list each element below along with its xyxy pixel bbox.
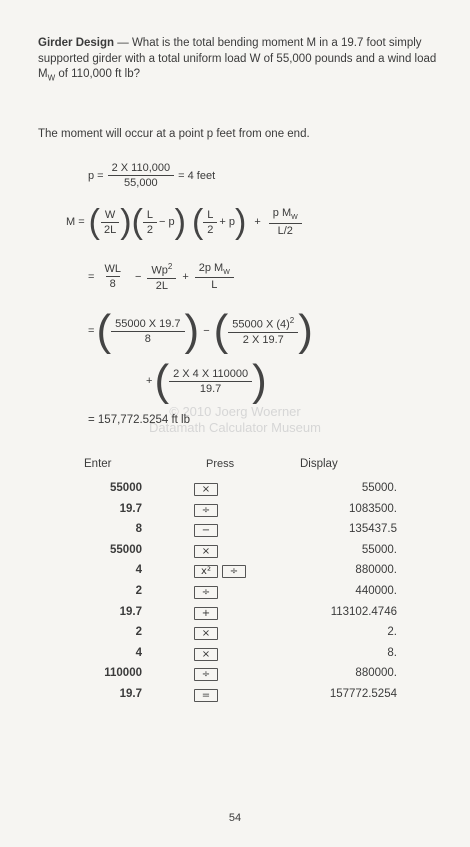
display-value: 8. bbox=[387, 647, 397, 659]
enter-value: 4 bbox=[135, 647, 142, 659]
calculator-key: x² bbox=[194, 565, 218, 578]
p-result: = 4 feet bbox=[178, 169, 216, 182]
key-sequence bbox=[194, 483, 264, 496]
enter-value: 2 bbox=[135, 626, 142, 638]
wp2-over-2l: $\frac{Wp^2}{2L}$ bbox=[147, 262, 176, 292]
w-over-2l: $\frac{W}{2L}$ bbox=[100, 209, 120, 236]
wl-over-8: $\frac{WL}{8}$ bbox=[104, 263, 121, 291]
2pmw-over-l: $\frac{2p M_W}{L}$ bbox=[195, 262, 234, 291]
display-value: 440000. bbox=[355, 585, 397, 597]
calculator-key: × bbox=[194, 483, 218, 496]
key-sequence bbox=[194, 545, 264, 558]
key-sequence bbox=[194, 668, 264, 681]
calculator-key: − bbox=[194, 524, 218, 537]
wind-subscript: W bbox=[47, 73, 56, 83]
display-value: 157772.5254 bbox=[329, 688, 397, 700]
key-sequence bbox=[194, 565, 264, 578]
calculator-key: × bbox=[194, 648, 218, 661]
enter-value: 110000 bbox=[104, 667, 142, 679]
enter-value: 19.7 bbox=[119, 688, 142, 700]
l-over-2-b: $\frac{L}{2}$ bbox=[203, 209, 217, 236]
display-value: 880000. bbox=[355, 667, 397, 679]
enter-value: 4 bbox=[135, 564, 142, 576]
watermark: © 2010 Joerg Woerner Datamath Calculator Museum bbox=[149, 404, 321, 435]
problem-text: — What is the total bending moment M in a 19.7 foot simply supported girder with a total uniform load W of 55,000 pounds and a wind load M bbox=[38, 37, 437, 80]
term2: $\frac{55000 X (4)^2}{2 X 19.7}$ bbox=[228, 316, 298, 346]
term1: $\frac{55000 X 19.7}{8}$ bbox=[111, 318, 184, 345]
display-value: 55000. bbox=[361, 544, 397, 556]
calculator-key: ÷ bbox=[194, 504, 218, 517]
term3: $\frac{2 X 4 X 110000}{19.7}$ bbox=[169, 368, 252, 395]
problem-statement bbox=[38, 36, 448, 86]
numeric-equation: = ( $\frac{55000 X 19.7}{8}$ ) − ( $\frac{55000 X (4)^2}{2 X 19.7}$ ) bbox=[88, 306, 313, 355]
p-denominator: 55,000 bbox=[124, 177, 158, 189]
l-over-2-a: $\frac{L}{2}$ bbox=[143, 209, 157, 236]
display-value: 2. bbox=[387, 626, 397, 638]
moment-sentence: The moment will occur at a point p feet from one end. bbox=[38, 128, 310, 140]
p-fraction bbox=[108, 162, 175, 189]
header-enter: Enter bbox=[84, 458, 112, 470]
enter-value: 19.7 bbox=[119, 503, 142, 515]
numeric-equation-cont: + ( $\frac{2 X 4 X 110000}{19.7}$ ) bbox=[146, 356, 267, 405]
header-display: Display bbox=[300, 458, 338, 470]
pmw-over-l2: $\frac{p M_W}{L/2}$ bbox=[269, 207, 302, 236]
calculator-key: ÷ bbox=[194, 668, 218, 681]
display-value: 55000. bbox=[361, 482, 397, 494]
header-press: Press bbox=[206, 458, 235, 470]
display-value: 1083500. bbox=[349, 503, 397, 515]
problem-text-end: of 110,000 ft lb? bbox=[55, 68, 140, 80]
key-sequence bbox=[194, 586, 264, 599]
display-value: 113102.4746 bbox=[330, 606, 397, 618]
page-number: 54 bbox=[228, 812, 242, 824]
m-label: M = bbox=[66, 216, 85, 228]
calculator-key: + bbox=[194, 607, 218, 620]
display-value: 880000. bbox=[355, 564, 397, 576]
problem-title: Girder Design bbox=[38, 37, 115, 49]
enter-value: 8 bbox=[135, 523, 142, 535]
expanded-equation: = $\frac{WL}{8}$ − $\frac{Wp^2}{2L}$ + $\frac{2p M_W}{L}$ bbox=[88, 262, 234, 292]
calculator-key: ÷ bbox=[222, 565, 246, 578]
calculator-key: ÷ bbox=[194, 586, 218, 599]
enter-value: 19.7 bbox=[119, 606, 142, 618]
enter-value: 55000 bbox=[110, 482, 142, 494]
enter-value: 2 bbox=[135, 585, 142, 597]
key-sequence bbox=[194, 607, 264, 620]
key-sequence bbox=[194, 689, 264, 702]
key-sequence bbox=[194, 627, 264, 640]
final-result: = 157,772.5254 ft lb bbox=[88, 414, 190, 426]
key-sequence bbox=[194, 504, 264, 517]
enter-value: 55000 bbox=[110, 544, 142, 556]
key-sequence bbox=[194, 648, 264, 661]
display-value: 135437.5 bbox=[349, 523, 397, 535]
p-equation bbox=[88, 162, 215, 189]
calculator-key: × bbox=[194, 545, 218, 558]
p-label: p = bbox=[88, 169, 104, 182]
calculator-key: = bbox=[194, 689, 218, 702]
calculator-key: × bbox=[194, 627, 218, 640]
key-sequence bbox=[194, 524, 264, 537]
p-numerator: 2 X 110,000 bbox=[108, 162, 175, 176]
m-equation: M = ( $\frac{W}{2L}$ ) ( $\frac{L}{2}$ − p ) ( $\frac{L}{2}$ + p ) + $\frac{p M_W}{L/2}$ bbox=[66, 206, 302, 238]
